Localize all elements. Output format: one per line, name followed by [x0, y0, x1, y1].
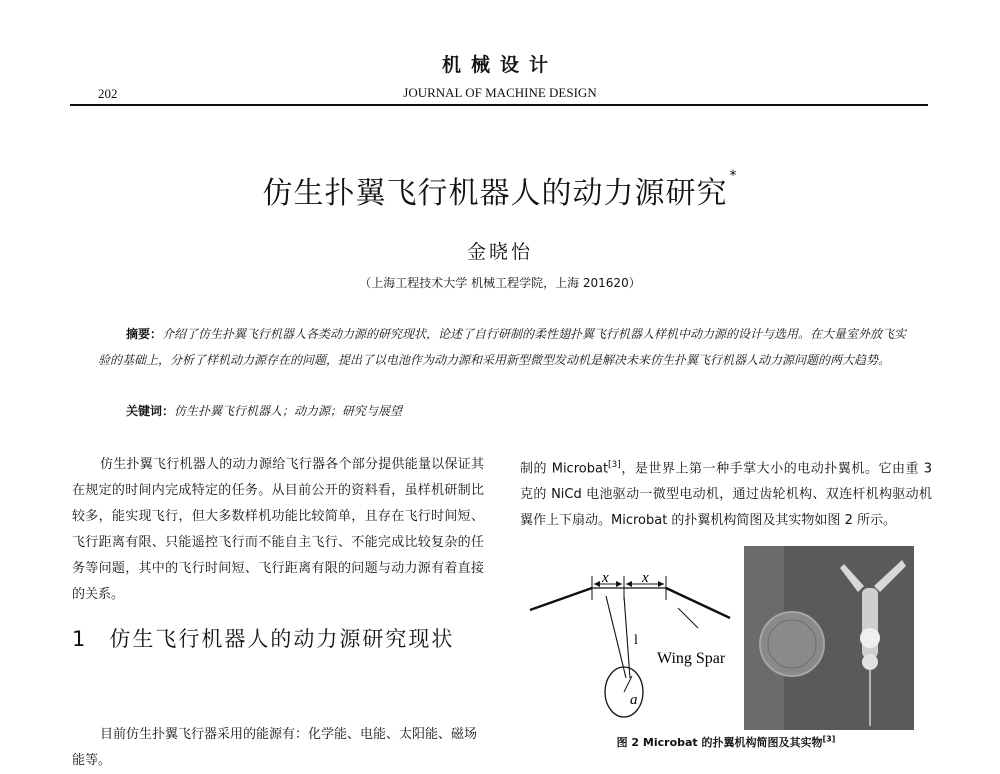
dim-arrow-right-a: [626, 581, 632, 587]
keywords: [126, 402, 402, 419]
mechanism-diagram: [520, 560, 740, 730]
label-link: l: [634, 633, 638, 648]
page-number: 202: [98, 86, 118, 101]
microbat-photo: [744, 546, 914, 730]
section-heading: [72, 622, 492, 656]
link-rod-left: [606, 596, 626, 678]
microbat-photo-drawing: [744, 546, 914, 730]
header-rule: [70, 104, 928, 106]
abstract-text: 介绍了仿生扑翼飞行机器人各类动力源的研究现状，论述了自行研制的柔性翅扑翼飞行机器人样机中动力源的设计与选用。在大量室外放飞实验的基础上，分析了样机动力源存在的问题，提出了以电池作为动力源和采用新型微型发动机是解决未来仿生扑翼飞行机器人动力源问题的两大趋势。: [98, 327, 907, 367]
article-title: [0, 168, 1000, 212]
keywords-label: 关键词：: [126, 404, 175, 418]
section-paragraph: 目前仿生扑翼飞行器采用的能源有：化学能、电能、太阳能、磁场能等。: [72, 727, 478, 768]
right-text-post: ，是世界上第一种手掌大小的电动扑翼机。它由重 3 克的 NiCd 电池驱动一微型电动机，通过齿轮机构、双连杆机构驱动机翼作上下扇动。Microbat 的扑翼机构简图及其实物如图 2 所示。: [520, 461, 933, 529]
figure-caption-ref: [3]: [822, 734, 836, 744]
author-affiliation: （上海工程技术大学 机械工程学院，上海 201620）: [359, 276, 641, 290]
label-wing-spar: Wing Spar: [657, 650, 726, 667]
label-x-left: x: [602, 570, 609, 586]
section-title: 仿生飞行机器人的动力源研究现状: [109, 627, 455, 651]
abstract: [98, 321, 908, 373]
intro-paragraph: 仿生扑翼飞行机器人的动力源给飞行器各个部分提供能量以保证其在规定的时间内完成特定的任务。从目前公开的资料看，虽样机研制比较多，能实现飞行，但大多数样机功能比较简单，且存在飞行时间短、飞行距离有限、只能遥控飞行而不能自主飞行、不能完成比较复杂的任务等问题，其中的飞行时间短、飞行距离有限的问题与动力源有着直接的关系。: [72, 457, 484, 602]
right-text-pre: 制的 Microbat: [520, 461, 609, 477]
keywords-text: 仿生扑翼飞行机器人；动力源；研究与展望: [174, 404, 403, 418]
title-footnote-mark: *: [729, 168, 738, 184]
dim-arrow-right-b: [658, 581, 664, 587]
label-x-right: x: [642, 570, 649, 586]
wing-spar-leader: [678, 608, 698, 628]
section-number: 1: [72, 627, 88, 651]
motor: [860, 628, 880, 648]
dim-arrow-left-b: [616, 581, 622, 587]
abstract-label: 摘要：: [126, 327, 163, 341]
dim-arrow-left-a: [594, 581, 600, 587]
crank-arm: [624, 676, 632, 692]
link-rod-right: [624, 596, 630, 678]
label-angle: a: [630, 692, 638, 708]
journal-title-cn: 机械设计: [441, 54, 558, 76]
wing-spar-left: [530, 588, 592, 610]
battery: [862, 654, 878, 670]
article-title-text: 仿生扑翼飞行机器人的动力源研究: [262, 176, 728, 211]
figure-caption: [520, 734, 932, 750]
citation-ref: [3]: [608, 460, 621, 470]
coin: [760, 612, 824, 676]
author-name: 金晓怡: [466, 241, 533, 263]
wing-spar-right: [666, 588, 730, 618]
right-column-paragraph: [520, 452, 932, 534]
journal-title-en: JOURNAL OF MACHINE DESIGN: [403, 85, 597, 100]
figure-caption-text: 图 2 Microbat 的扑翼机构简图及其实物: [616, 736, 823, 749]
